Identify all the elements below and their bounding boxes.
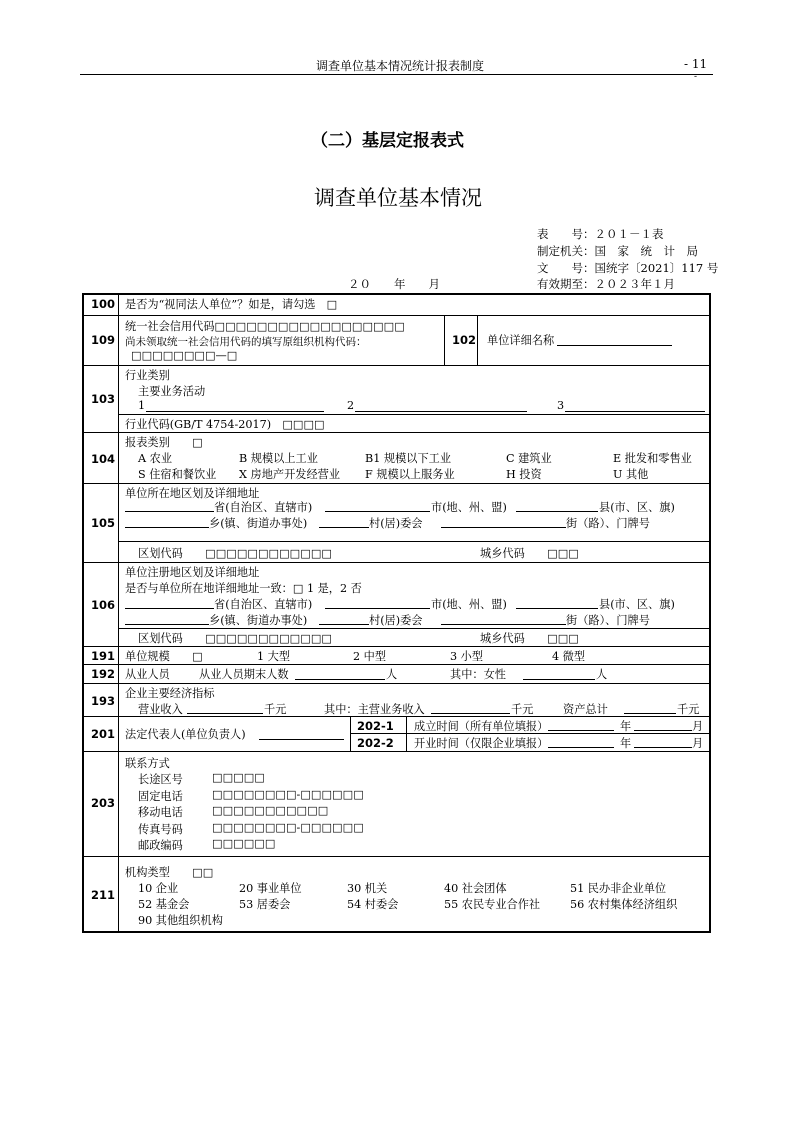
province-field[interactable] [125, 511, 214, 512]
form-title: 调查单位基本情况 [314, 186, 482, 210]
street-label: 街（路）、门牌号 [566, 517, 650, 530]
landline-field[interactable]: □□□□□□□□-□□□□□□ [212, 788, 364, 801]
row-code-105: 105 [91, 516, 116, 530]
city-field[interactable] [325, 608, 430, 609]
postcode-label: 邮政编码 [138, 839, 183, 852]
row-code-191: 191 [91, 649, 116, 663]
form-number: 表 号：２０１－１表 [537, 227, 664, 241]
row-code-102: 102 [452, 333, 477, 347]
org-type-option: 40 社会团体 [444, 882, 507, 895]
credit-code-field[interactable]: 统一社会信用代码□□□□□□□□□□□□□□□□□□ [125, 320, 405, 333]
area-code-label: 长途区号 [138, 773, 183, 786]
village-label: 村(居)委会 [369, 517, 423, 530]
activity-2-field[interactable] [355, 411, 527, 412]
address-same-question[interactable]: 是否与单位所在地详细地址一致：□ 1 是，2 否 [125, 582, 362, 595]
org-type-option: 90 其他组织机构 [138, 914, 223, 927]
established-month-field[interactable] [634, 730, 692, 731]
org-type-option: 10 企业 [138, 882, 179, 895]
category-option: B 规模以上工业 [239, 452, 318, 465]
row-code-109: 109 [91, 333, 116, 347]
county-field[interactable] [516, 608, 598, 609]
org-type-field[interactable]: 机构类型 □□ [125, 866, 214, 879]
category-option: F 规模以上服务业 [365, 468, 455, 481]
org-type-option: 55 农民专业合作社 [444, 898, 541, 911]
activity-2-number: 2 [347, 399, 355, 412]
village-label: 村(居)委会 [369, 614, 423, 627]
size-option: 3 小型 [450, 650, 484, 663]
document-number: 文 号：国统字〔2021〕117 号 [537, 261, 719, 275]
province-label: 省(自治区、直辖市) [214, 501, 313, 514]
activity-3-field[interactable] [565, 411, 705, 412]
category-option: A 农业 [138, 452, 173, 465]
female-employees-label: 其中：女性 [450, 668, 506, 681]
row-code-193: 193 [91, 694, 116, 708]
fax-field[interactable]: □□□□□□□□-□□□□□□ [212, 821, 364, 834]
category-option: X 房地产开发经营业 [239, 468, 341, 481]
main-activity-label: 主要业务活动 [138, 385, 206, 398]
main-revenue-label: 其中：主营业务收入 [324, 703, 425, 716]
category-option: H 投资 [506, 468, 542, 481]
town-label: 乡(镇、街道办事处) [209, 517, 308, 530]
legal-representative-label: 法定代表人(单位负责人) [125, 728, 246, 741]
row-code-104: 104 [91, 452, 116, 466]
location-address-label: 单位所在地区划及详细地址 [125, 487, 260, 500]
header-rule [80, 74, 713, 75]
landline-label: 固定电话 [138, 790, 183, 803]
org-code-field[interactable]: □□□□□□□□—□ [131, 349, 238, 362]
province-field[interactable] [125, 608, 214, 609]
report-category-field[interactable]: 报表类别 □ [125, 436, 203, 449]
female-employees-field[interactable] [523, 679, 595, 680]
row-code-211: 211 [91, 888, 116, 902]
opening-month-field[interactable] [634, 747, 692, 748]
contact-label: 联系方式 [125, 757, 170, 770]
industry-code-field[interactable]: 行业代码(GB/T 4754-2017) □□□□ [125, 418, 325, 431]
unit-label: 千元 [511, 703, 534, 716]
main-revenue-field[interactable] [431, 713, 510, 714]
urban-rural-code-field[interactable]: 城乡代码 □□□ [480, 547, 579, 560]
street-label: 街（路）、门牌号 [566, 614, 650, 627]
row-code-202-1: 202-1 [357, 719, 394, 733]
org-type-option: 20 事业单位 [239, 882, 302, 895]
opening-year-field[interactable] [548, 747, 614, 748]
org-type-option: 54 村委会 [347, 898, 399, 911]
size-option: 4 微型 [552, 650, 586, 663]
code-column-divider [118, 293, 119, 933]
postcode-field[interactable]: □□□□□□ [212, 837, 276, 850]
issuing-agency: 制定机关：国 家 统 计 局 [537, 244, 698, 258]
county-label: 县(市、区、旗) [599, 598, 675, 611]
revenue-label: 营业收入 [138, 703, 183, 716]
province-label: 省(自治区、直辖市) [214, 598, 313, 611]
row-code-203: 203 [91, 796, 116, 810]
org-type-option: 52 基金会 [138, 898, 190, 911]
employees-total-label: 从业人员期末人数 [199, 668, 289, 681]
row-code-201: 201 [91, 727, 116, 741]
town-label: 乡(镇、街道办事处) [209, 614, 308, 627]
village-field[interactable] [319, 624, 369, 625]
unit-size-field[interactable]: 单位规模 □ [125, 650, 203, 663]
row-code-103: 103 [91, 392, 116, 406]
size-option: 1 大型 [257, 650, 291, 663]
street-field[interactable] [441, 527, 566, 528]
unit-label: 人 [386, 668, 398, 681]
established-time-label: 成立时间（所有单位填报） [414, 720, 549, 733]
row-code-100: 100 [91, 297, 116, 311]
report-period: ２０ 年 月 [348, 277, 440, 291]
employees-label: 从业人员 [125, 668, 170, 681]
economic-indicators-label: 企业主要经济指标 [125, 687, 215, 700]
org-type-option: 30 机关 [347, 882, 388, 895]
registered-address-label: 单位注册地区划及详细地址 [125, 566, 260, 579]
mobile-label: 移动电话 [138, 806, 183, 819]
month-label: 月 [692, 720, 704, 733]
activity-1-field[interactable] [146, 411, 324, 412]
legal-representative-field[interactable] [259, 739, 344, 740]
org-code-note: 尚未领取统一社会信用代码的填写原组织机构代码： [125, 336, 367, 348]
row-code-106: 106 [91, 598, 116, 612]
virtual-legal-entity-question[interactable]: 是否为“视同法人单位”？如是，请勾选 □ [125, 298, 338, 311]
division-code-field[interactable]: 区划代码 □□□□□□□□□□□□ [138, 632, 332, 645]
mobile-field[interactable]: □□□□□□□□□□□ [212, 804, 329, 817]
org-type-option: 53 居委会 [239, 898, 291, 911]
org-type-option: 56 农村集体经济组织 [570, 898, 678, 911]
category-option: E 批发和零售业 [613, 452, 692, 465]
size-option: 2 中型 [353, 650, 387, 663]
county-label: 县(市、区、旗) [599, 501, 675, 514]
village-field[interactable] [319, 527, 369, 528]
urban-rural-code-field[interactable]: 城乡代码 □□□ [480, 632, 579, 645]
activity-3-number: 3 [557, 399, 565, 412]
category-option: S 住宿和餐饮业 [138, 468, 217, 481]
section-title: （二）基层定报表式 [311, 131, 464, 151]
page-number: - 11 [684, 57, 708, 71]
division-code-field[interactable]: 区划代码 □□□□□□□□□□□□ [138, 547, 332, 560]
street-field[interactable] [441, 624, 566, 625]
employees-total-field[interactable] [295, 679, 385, 680]
established-year-field[interactable] [548, 730, 614, 731]
running-header-title: 调查单位基本情况统计报表制度 [316, 59, 485, 73]
year-label: 年 [620, 737, 632, 750]
unit-label: 千元 [264, 703, 287, 716]
org-type-option: 51 民办非企业单位 [570, 882, 667, 895]
total-assets-field[interactable] [624, 713, 676, 714]
activity-1-number: 1 [138, 399, 146, 412]
fax-label: 传真号码 [138, 823, 183, 836]
unit-label: 千元 [677, 703, 700, 716]
town-field[interactable] [125, 527, 209, 528]
county-field[interactable] [516, 511, 598, 512]
valid-until: 有效期至：２０２３年１月 [537, 277, 675, 291]
city-label: 市(地、州、盟) [431, 501, 507, 514]
unit-name-label: 单位详细名称 [487, 334, 555, 347]
category-option: U 其他 [613, 468, 649, 481]
page-number-suffix: - [694, 72, 698, 82]
revenue-field[interactable] [187, 713, 263, 714]
row-code-192: 192 [91, 667, 116, 681]
town-field[interactable] [125, 624, 209, 625]
total-assets-label: 资产总计 [563, 703, 608, 716]
city-field[interactable] [325, 511, 430, 512]
city-label: 市(地、州、盟) [431, 598, 507, 611]
unit-label: 人 [596, 668, 608, 681]
industry-label: 行业类别 [125, 369, 170, 382]
unit-name-field[interactable] [557, 345, 672, 346]
area-code-field[interactable]: □□□□□ [212, 771, 265, 784]
category-option: B1 规模以下工业 [365, 452, 452, 465]
row-code-202-2: 202-2 [357, 736, 394, 750]
category-option: C 建筑业 [506, 452, 552, 465]
opening-time-label: 开业时间（仅限企业填报） [414, 737, 549, 750]
year-label: 年 [620, 720, 632, 733]
month-label: 月 [692, 737, 704, 750]
